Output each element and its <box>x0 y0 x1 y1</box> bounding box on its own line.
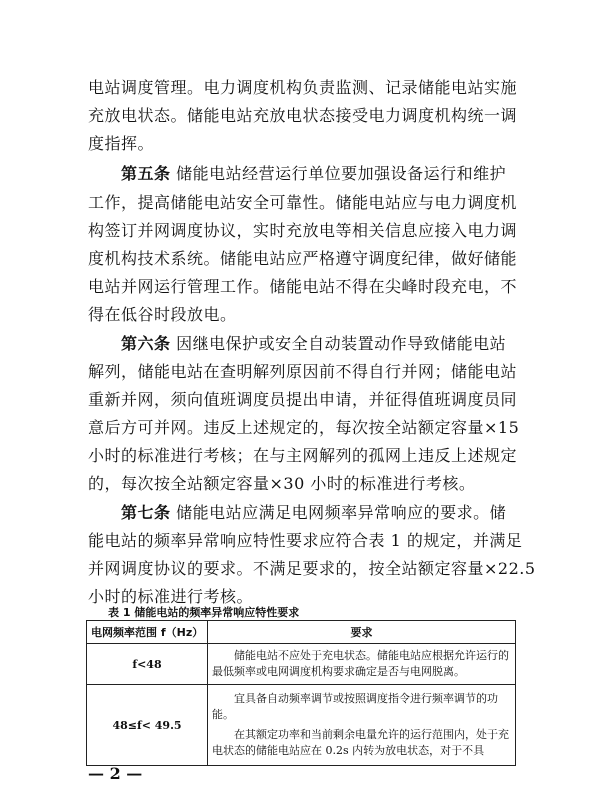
table-row <box>87 685 516 766</box>
body-line: 小时的标准进行考核。 <box>88 587 254 606</box>
article-6-heading: 第六条 <box>121 334 171 353</box>
body-line: 能电站的频率异常响应特性要求应符合表 1 的规定，并满足 <box>88 531 523 550</box>
table-header-row <box>87 621 516 644</box>
body-line: 并网调度协议的要求。不满足要求的，按全站额定容量×22.5 <box>88 559 536 578</box>
body-line: 储能电站应满足电网频率异常响应的要求。储 <box>176 503 507 522</box>
body-line: 解列，储能电站在查明解列原因前不得自行并网；储能电站 <box>88 362 518 381</box>
body-line: 的，每次按全站额定容量×30 小时的标准进行考核。 <box>88 474 476 493</box>
requirement-text: 储能电站不应处于充电状态。储能电站应根据允许运行的最低频率或电网调度机构要求确定是否与电网脱离。 <box>212 649 509 678</box>
body-line: 因继电保护或安全自动装置动作导致储能电站 <box>176 334 507 353</box>
table-caption: 表 1 储能电站的频率异常响应特性要求 <box>108 606 300 619</box>
header-requirement: 要求 <box>208 621 516 644</box>
frequency-requirements-table <box>86 620 516 766</box>
requirement-text: 在其额定功率和当前剩余电量允许的运行范围内，处于充电状态的储能电站应在 0.2s 内转为放电状态，对于不具 <box>212 728 509 757</box>
article-5-heading: 第五条 <box>121 164 171 183</box>
table-row <box>87 644 516 685</box>
body-line: 电站调度管理。电力调度机构负责监测、记录储能电站实施 <box>88 78 518 97</box>
body-line: 意后方可并网。违反上述规定的，每次按全站额定容量×15 <box>88 418 520 437</box>
range-cell: 48≤f< 49.5 <box>87 685 208 766</box>
requirement-cell <box>208 685 516 766</box>
body-line: 充放电状态。储能电站充放电状态接受电力调度机构统一调 <box>88 106 518 125</box>
body-line: 电站并网运行管理工作。储能电站不得在尖峰时段充电，不 <box>88 277 518 296</box>
body-line: 重新并网，须向值班调度员提出申请，并征得值班调度员同 <box>88 390 518 409</box>
body-line: 度机构技术系统。储能电站应严格遵守调度纪律，做好储能 <box>88 249 518 268</box>
requirement-text: 宜具备自动频率调节或按照调度指令进行频率调节的功能。 <box>212 692 498 721</box>
body-line: 度指挥。 <box>88 134 155 153</box>
body-line: 小时的标准进行考核；在与主网解列的孤网上违反上述规定 <box>88 446 518 465</box>
body-line: 得在低谷时段放电。 <box>88 305 237 324</box>
range-cell: f<48 <box>87 644 208 685</box>
article-5-first-line <box>121 164 551 184</box>
article-7-first-line <box>121 503 551 523</box>
article-6-first-line <box>121 334 551 354</box>
body-line: 工作，提高储能电站安全可靠性。储能电站应与电力调度机 <box>88 193 518 212</box>
page-number: — 2 — <box>88 764 143 783</box>
header-frequency-range: 电网频率范围 f（Hz） <box>87 621 208 644</box>
body-line: 构签订并网调度协议，实时充放电等相关信息应接入电力调 <box>88 221 518 240</box>
article-7-heading: 第七条 <box>121 503 171 522</box>
requirement-cell <box>208 644 516 685</box>
body-line: 储能电站经营运行单位要加强设备运行和维护 <box>176 164 507 183</box>
